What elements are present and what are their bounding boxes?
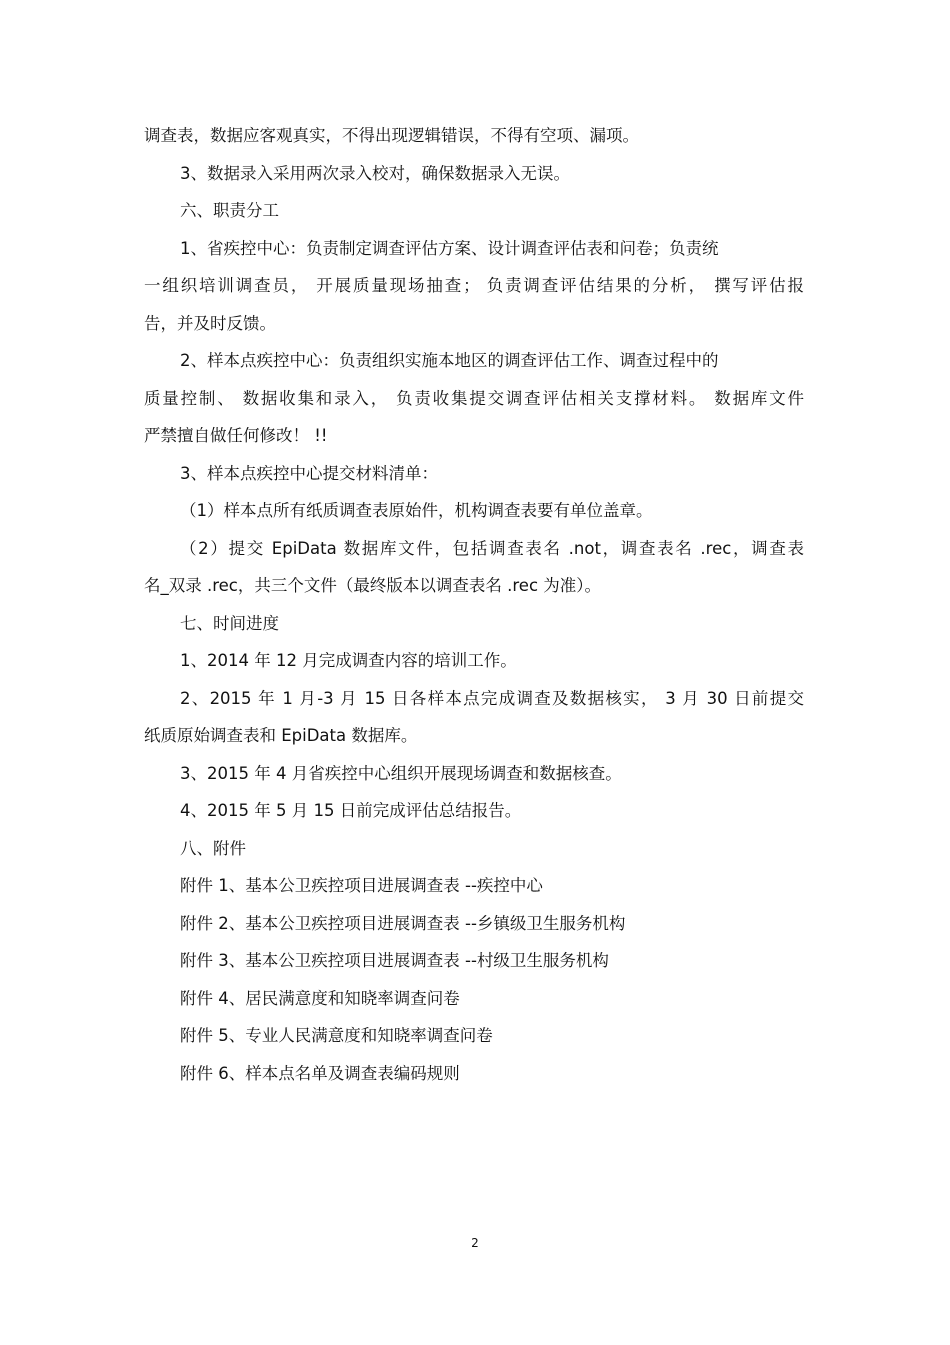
paragraph-line: 纸质原始调查表和 EpiData 数据库。 [144, 726, 418, 745]
paragraph-line: 3、样本点疾控中心提交材料清单： [180, 464, 438, 483]
paragraph-line: 2、样本点疾控中心：负责组织实施本地区的调查评估工作、调查过程中的 [180, 351, 719, 370]
list-item: 附件 6、样本点名单及调查表编码规则 [180, 1064, 460, 1083]
paragraph-line: 一组织培训调查员， 开展质量现场抽查； 负责调查评估结果的分析， 撰写评估报 [144, 276, 804, 295]
list-item: 附件 4、居民满意度和知晓率调查问卷 [180, 989, 460, 1008]
paragraph-line: 告，并及时反馈。 [144, 314, 276, 333]
paragraph-line: 3、2015 年 4 月省疾控中心组织开展现场调查和数据核查。 [180, 764, 622, 783]
paragraph-line: 质量控制、 数据收集和录入， 负责收集提交调查评估相关支撑材料。 数据库文件 [144, 389, 804, 408]
paragraph-line: 严禁擅自做任何修改！ !! [144, 426, 328, 445]
page-number: 2 [471, 1236, 479, 1250]
list-item: 附件 5、专业人民满意度和知晓率调查问卷 [180, 1026, 493, 1045]
list-item: 附件 3、基本公卫疾控项目进展调查表 --村级卫生服务机构 [180, 951, 609, 970]
list-item: 附件 2、基本公卫疾控项目进展调查表 --乡镇级卫生服务机构 [180, 914, 626, 933]
paragraph-line: 4、2015 年 5 月 15 日前完成评估总结报告。 [180, 801, 522, 820]
paragraph-line: 调查表，数据应客观真实，不得出现逻辑错误，不得有空项、漏项。 [144, 126, 639, 145]
section-heading: 八、附件 [180, 839, 246, 858]
list-item: 附件 1、基本公卫疾控项目进展调查表 --疾控中心 [180, 876, 543, 895]
paragraph-line: 3、数据录入采用两次录入校对，确保数据录入无误。 [180, 164, 570, 183]
section-heading: 七、时间进度 [180, 614, 279, 633]
paragraph-line: 2、2015 年 1 月-3 月 15 日各样本点完成调查及数据核实， 3 月 30 日前提交 [180, 689, 804, 708]
paragraph-line: 1、2014 年 12 月完成调查内容的培训工作。 [180, 651, 517, 670]
list-item: （2）提交 EpiData 数据库文件，包括调查表名 .not，调查表名 .rec，调查表 [180, 539, 804, 558]
paragraph-line: 名_双录 .rec，共三个文件（最终版本以调查表名 .rec 为准）。 [144, 576, 602, 595]
list-item: （1）样本点所有纸质调查表原始件，机构调查表要有单位盖章。 [180, 501, 653, 520]
section-heading: 六、职责分工 [180, 201, 279, 220]
paragraph-line: 1、省疾控中心：负责制定调查评估方案、设计调查评估表和问卷；负责统 [180, 239, 719, 258]
